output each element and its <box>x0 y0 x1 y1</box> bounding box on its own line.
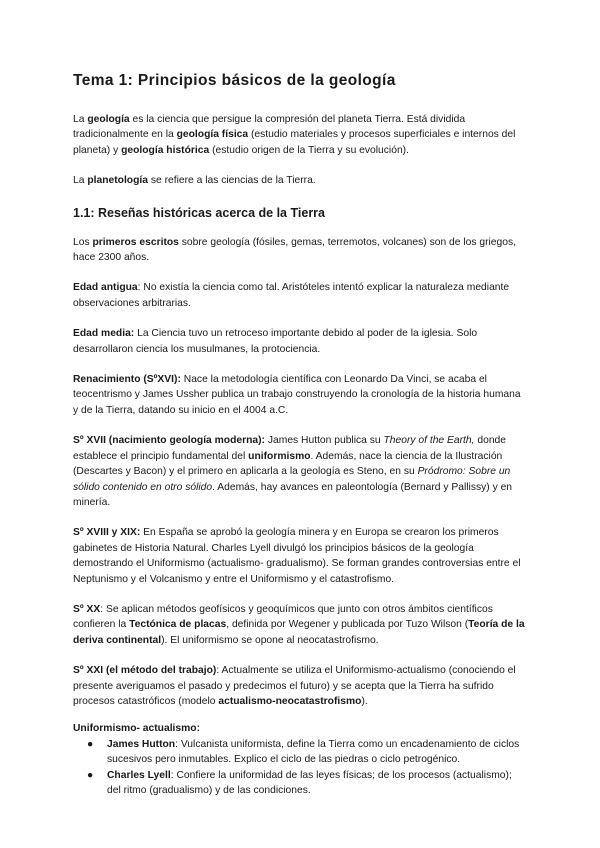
uniformismo-list <box>73 737 527 799</box>
text: La <box>73 175 88 187</box>
siglo-xviii-xix-paragraph <box>73 525 527 587</box>
text: La Ciencia tuvo un retroceso importante debido al poder de la iglesia. Solo desarrollaron ciencia los musulmanes, la protociencia. <box>73 328 478 355</box>
text: (estudio origen de la Tierra y su evolución). <box>209 144 409 156</box>
text: es la ciencia que persigue la compresión del planeta Tierra. Está dividida tradicionalmente en la <box>73 114 466 141</box>
text: ). <box>361 695 368 707</box>
planetologia-paragraph <box>73 173 527 188</box>
term-geologia-fisica: geología física <box>176 129 249 141</box>
term-primeros-escritos: primeros escritos <box>92 236 179 248</box>
siglo-xvii-paragraph <box>73 433 527 510</box>
term-actualismo-neocatastrofismo: actualismo-neocatastrofismo <box>218 695 362 707</box>
term-geologia-historica: geología histórica <box>121 144 210 156</box>
text: sobre geología (fósiles, gemas, terremotos, volcanes) son de los griegos, hace 2300 años. <box>73 236 516 264</box>
person-name: James Hutton <box>107 738 176 750</box>
text: . Además, nace la ciencia de la Ilustración (Descartes y Bacon) y el primero en aplicarla a la geología es Steno, en su <box>73 450 503 478</box>
term-tectonica-de-placas: Tectónica de placas <box>129 619 227 631</box>
text: La <box>73 114 88 125</box>
term-deriva-continental: Teoría de la deriva continental <box>73 619 525 646</box>
book-title-theory-of-the-earth: Theory of the Earth, <box>383 435 475 447</box>
term-siglo-xxi: Sº XXI (el método del trabajo) <box>73 665 217 677</box>
list-item <box>87 768 527 799</box>
term-uniformismo: uniformismo <box>248 450 311 462</box>
text: : Se aplican métodos geofísicos y geoquímicos que junto con otros ámbitos científicos confieren la <box>73 603 493 631</box>
term-renacimiento: Renacimiento (SºXVI): <box>73 374 181 386</box>
term-siglo-xvii: Sº XVII (nacimiento geología moderna): <box>73 435 265 447</box>
text: : Vulcanista uniformista, define la Tierra como un encadenamiento de ciclos sucesivos pero inmutables. Explico el ciclo de las piedras o ciclo petrogénico. <box>107 738 520 766</box>
page-title: Tema 1: Principios básicos de la geología <box>73 72 396 89</box>
section-heading: 1.1: Reseñas históricas acerca de la Tierra <box>73 205 326 220</box>
bullet-icon: ● <box>87 769 94 781</box>
text: Los <box>73 236 93 248</box>
siglo-xxi-paragraph <box>73 663 527 709</box>
edad-antigua-paragraph <box>73 280 527 311</box>
term-edad-media: Edad media: <box>73 328 135 340</box>
book-title-prodromo: Pródromo: Sobre un sólido contenido en otro sólido <box>73 466 511 493</box>
term-planetologia: planetología <box>87 175 148 187</box>
text: James Hutton publica su <box>265 435 384 447</box>
person-name: Charles Lyell <box>107 769 171 781</box>
text: : Confiere la uniformidad de las leyes físicas; de los procesos (actualismo); del ritmo (gradualismo) y de las condiciones. <box>107 769 512 796</box>
list-heading: Uniformismo- actualismo: <box>73 723 201 735</box>
text: donde establece el principio fundamental del <box>73 435 506 462</box>
text: , definida por Wegener y publicada por Tuzo Wilson ( <box>226 619 469 631</box>
text: ). El uniformismo se opone al neocatastrofismo. <box>161 634 379 646</box>
intro-paragraph <box>73 112 527 158</box>
term-geologia: geología <box>87 114 130 125</box>
text: (estudio materiales y procesos superficiales e internos del planeta) y <box>73 129 516 156</box>
list-item <box>87 737 527 768</box>
text: En España se aprobó la geología minera y en Europa se crearon los primeros gabinetes de Historia Natural. Charles Lyell divulgó los principios básicos de la geología demostrando el Uniformismo (actualismo- gradualismo). Se forman grandes controversias entre el Neptunismo y el Volcanismo y entre el Uniformismo y el catastrofismo. <box>73 527 521 585</box>
text: se refiere a las ciencias de la Tierra. <box>147 175 316 187</box>
term-edad-antigua: Edad antigua <box>73 282 138 294</box>
text: : Actualmente se utiliza el Uniformismo-actualismo (conociendo el presente averiguamos el pasado y predecimos el futuro) y se acepta que la Tierra ha sufrido procesos catastróficos (modelo <box>73 665 516 707</box>
edad-media-paragraph <box>73 326 527 357</box>
bullet-icon: ● <box>87 738 94 750</box>
text: Nace la metodología científica con Leonardo Da Vinci, se acaba el teocentrismo y James Ussher publica un trabajo construyendo la cronología de la historia humana y de la Tierra, datando su inicio en el 4004 a.C. <box>73 374 521 416</box>
primeros-escritos-paragraph <box>73 235 527 266</box>
text: . Además, hay avances en paleontología (Bernard y Pallissy) y en minería. <box>73 481 513 508</box>
renacimiento-paragraph <box>73 372 527 418</box>
siglo-xx-paragraph <box>73 602 527 648</box>
term-siglo-xx: Sº XX <box>73 603 101 615</box>
term-siglo-xviii-xix: Sº XVIII y XIX: <box>73 527 141 539</box>
text: : No existía la ciencia como tal. Aristóteles intentó explicar la naturaleza mediante observaciones arbitrarias. <box>73 282 510 309</box>
